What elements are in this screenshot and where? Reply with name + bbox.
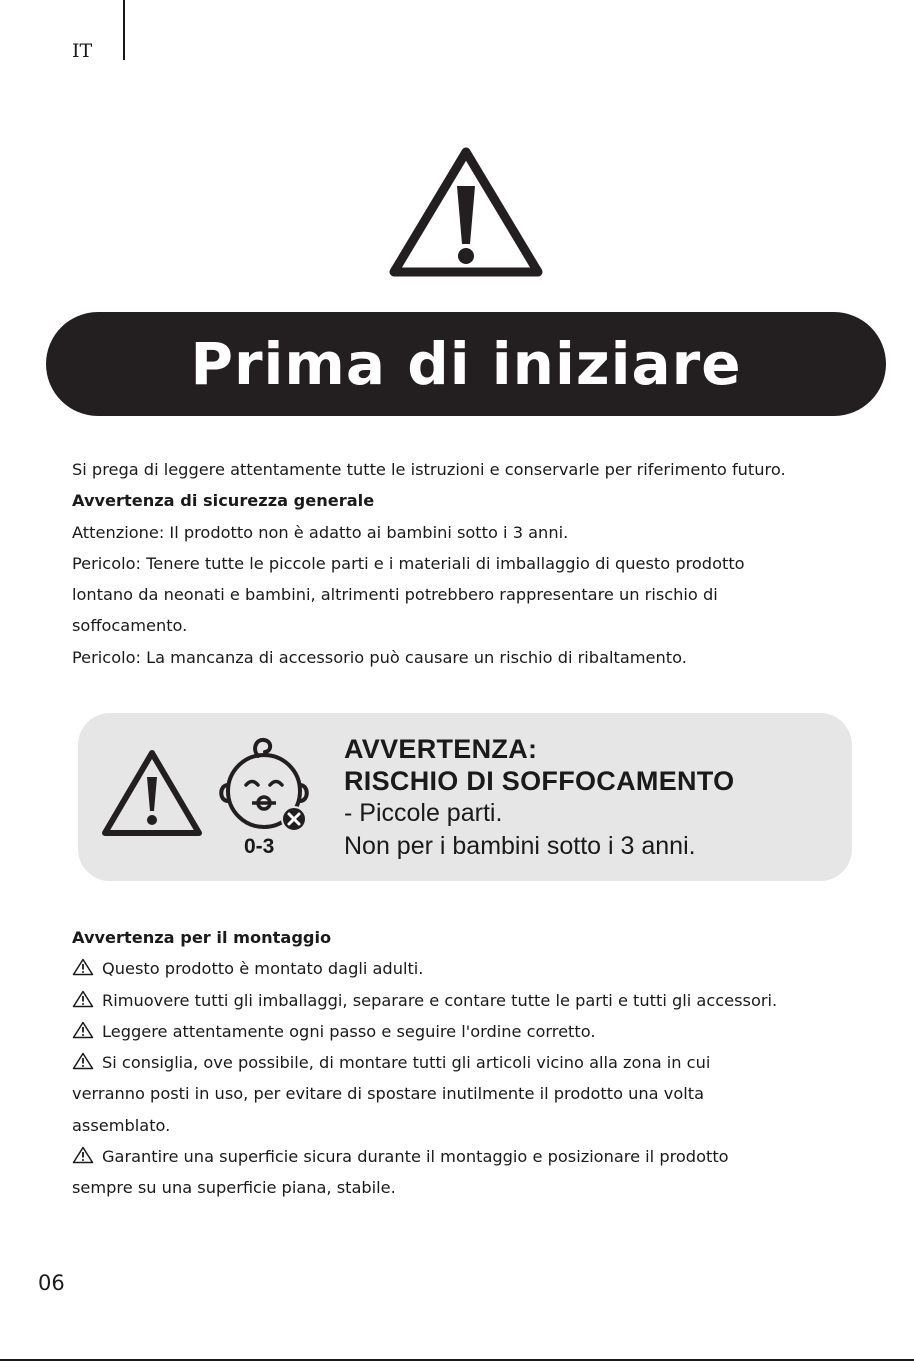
- list-item: Leggere attentamente ogni passo e seguire l'ordine corretto.: [72, 1016, 872, 1047]
- warning-subtitle: RISCHIO DI SOFFOCAMENTO: [344, 766, 735, 796]
- baby-age-icon: [216, 735, 312, 837]
- choking-warning-box: [78, 713, 852, 881]
- header-divider: [123, 0, 125, 60]
- list-item: Garantire una superficie sicura durante il montaggio e posizionare il prodotto: [72, 1141, 872, 1172]
- intro-line: Pericolo: La mancanza di accessorio può causare un rischio di ribaltamento.: [72, 647, 687, 667]
- banner-title: Prima di iniziare: [190, 330, 742, 398]
- list-item: Si consiglia, ove possibile, di montare tutti gli articoli vicino alla zona in cui: [72, 1047, 872, 1078]
- assembly-warnings: [72, 922, 872, 1204]
- age-label: 0-3: [244, 835, 275, 858]
- intro-line: soffocamento.: [72, 616, 188, 636]
- list-item-continuation: assemblato.: [72, 1115, 171, 1135]
- assembly-heading: Avvertenza per il montaggio: [72, 928, 332, 947]
- list-item-continuation: sempre su una superficie piana, stabile.: [72, 1178, 396, 1198]
- list-item-continuation: verranno posti in uso, per evitare di spostare inutilmente il prodotto una volta: [72, 1084, 704, 1104]
- list-item: Questo prodotto è montato dagli adulti.: [72, 953, 872, 984]
- intro-line: Pericolo: Tenere tutte le piccole parti e i materiali di imballaggio di questo prodotto: [72, 553, 745, 573]
- intro-line: Attenzione: Il prodotto non è adatto ai bambini sotto i 3 anni.: [72, 522, 569, 542]
- warning-triangle-icon: [100, 747, 204, 839]
- warning-small-icon: [72, 990, 94, 1008]
- warning-small-icon: [72, 1021, 94, 1039]
- warning-small-icon: [72, 958, 94, 976]
- warning-small-icon: [72, 1146, 94, 1164]
- intro-text: [72, 454, 872, 673]
- warning-line: - Piccole parti.: [344, 799, 503, 827]
- intro-line: lontano da neonati e bambini, altrimenti potrebbero rappresentare un rischio di: [72, 585, 718, 605]
- warning-text: [344, 733, 734, 863]
- section-banner: [46, 312, 886, 416]
- language-code: IT: [72, 40, 93, 62]
- general-safety-heading: Avvertenza di sicurezza generale: [72, 491, 375, 511]
- page-number: 06: [38, 1271, 65, 1295]
- list-item: Rimuovere tutti gli imballaggi, separare e contare tutte le parti e tutti gli accessori.: [72, 985, 872, 1016]
- warning-triangle-icon: [388, 146, 544, 278]
- intro-line: Si prega di leggere attentamente tutte le istruzioni e conservarle per riferimento futuro.: [72, 460, 786, 479]
- warning-small-icon: [72, 1052, 94, 1070]
- warning-line: Non per i bambini sotto i 3 anni.: [344, 832, 696, 860]
- bottom-divider: [0, 1359, 914, 1361]
- warning-title: AVVERTENZA:: [344, 734, 538, 764]
